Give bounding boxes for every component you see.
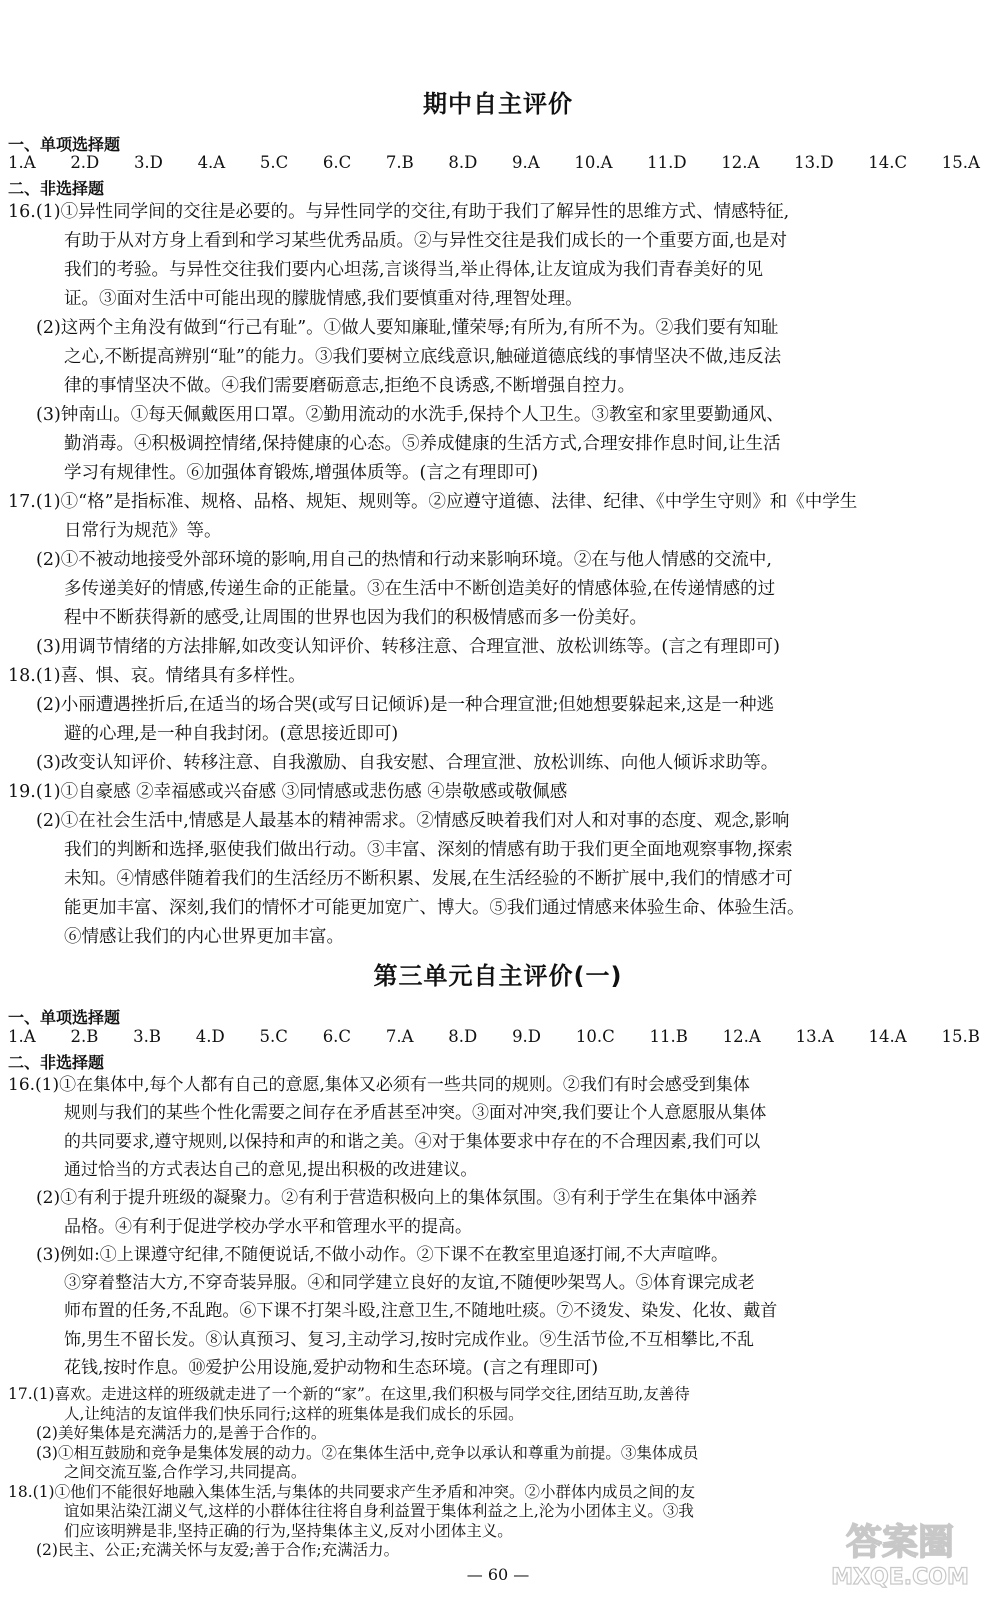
answer-item: 15.B — [941, 1027, 980, 1046]
answer-item: 7.A — [385, 1027, 414, 1046]
answer-item: 8.D — [448, 153, 478, 172]
answer-item: 1.A — [8, 153, 36, 172]
answer-line: 花钱,按时作息。⑩爱护公用设施,爱护动物和生态环境。(言之有理即可) — [64, 1358, 599, 1378]
answer-line: 未知。④情感伴随着我们的生活经历不断积累、发展,在生活经验的不断扩展中,我们的情感才可 — [64, 869, 793, 889]
answer-item: 10.C — [575, 1027, 615, 1046]
answer-line: 我们的考验。与异性交往我们要内心坦荡,言谈得当,举止得体,让友谊成为我们青春美好的见 — [64, 260, 764, 280]
answer-line: 人,让纯洁的友谊伴我们快乐同行;这样的班集体是我们成长的乐园。 — [64, 1404, 524, 1423]
answer-line: 17.(1)①“格”是指标准、规格、品格、规矩、规则等。②应遵守道德、法律、纪律、《中学生守则》和《中学生 — [8, 492, 858, 512]
answer-line: (3)①相互鼓励和竞争是集体发展的动力。②在集体生活中,竞争以承认和尊重为前提。③集体成员 — [36, 1443, 699, 1462]
page-number: — 60 — — [466, 1565, 530, 1584]
answer-row — [8, 1027, 980, 1046]
answer-item: 2.B — [70, 1027, 99, 1046]
answer-line: 19.(1)①自豪感 ②幸福感或兴奋感 ③同情感或悲伤感 ④崇敬感或敬佩感 — [8, 782, 568, 802]
answer-item: 11.B — [649, 1027, 688, 1046]
answer-item: 6.C — [322, 153, 352, 172]
answer-line: 们应该明辨是非,坚持正确的行为,坚持集体主义,反对小团体主义。 — [64, 1521, 513, 1540]
answer-item: 11.D — [647, 153, 687, 172]
answer-line: 师布置的任务,不乱跑。⑥下课不打架斗殴,注意卫生,不随地吐痰。⑦不烫发、染发、化妆、戴首 — [64, 1301, 778, 1322]
answer-item: 14.A — [868, 1027, 907, 1046]
answer-item: 4.A — [197, 153, 226, 172]
answer-line: (2)①不被动地接受外部环境的影响,用自己的热情和行动来影响环境。②在与他人情感的交流中, — [36, 550, 772, 570]
answer-item: 6.C — [322, 1027, 352, 1046]
answer-line: 避的心理,是一种自我封闭。(意思接近即可) — [64, 724, 399, 744]
answer-line: (3)用调节情绪的方法排解,如改变认知评价、转移注意、合理宣泄、放松训练等。(言之有理即可) — [36, 637, 781, 657]
answer-line: 律的事情坚决不做。④我们需要磨砺意志,拒绝不良诱惑,不断增强自控力。 — [64, 376, 636, 396]
answer-line: 的共同要求,遵守规则,以保持和声的和谐之美。④对于集体要求中存在的不合理因素,我们可以 — [64, 1131, 761, 1152]
answer-item: 4.D — [195, 1027, 225, 1046]
section-title: 第三单元自主评价(一) — [373, 962, 623, 990]
answer-item: 14.C — [868, 153, 908, 172]
section-title: 期中自主评价 — [423, 90, 573, 118]
answer-item: 5.C — [259, 153, 289, 172]
answer-item: 9.A — [512, 153, 540, 172]
answer-line: ⑥情感让我们的内心世界更加丰富。 — [64, 927, 344, 947]
answer-line: 18.(1)①他们不能很好地融入集体生活,与集体的共同要求产生矛盾和冲突。②小群体内成员之间的友 — [8, 1482, 696, 1501]
watermark-text: 答案圈 — [845, 1522, 955, 1563]
answer-item: 13.A — [795, 1027, 834, 1046]
answer-item: 12.A — [722, 1027, 761, 1046]
answer-line: 多传递美好的情感,传递生命的正能量。③在生活中不断创造美好的情感体验,在传递情感的过 — [64, 579, 776, 599]
answer-line: (2)这两个主角没有做到“行己有耻”。①做人要知廉耻,懂荣辱;有所为,有所不为。②我们要有知耻 — [36, 318, 779, 338]
answer-item: 13.D — [794, 153, 834, 172]
answer-line: (3)改变认知评价、转移注意、自我激励、自我安慰、合理宣泄、放松训练、向他人倾诉求助等。 — [36, 753, 779, 773]
answer-line: (2)①有利于提升班级的凝聚力。②有利于营造积极向上的集体氛围。③有利于学生在集体中涵养 — [36, 1188, 758, 1209]
answer-line: (3)钟南山。①每天佩戴医用口罩。②勤用流动的水洗手,保持个人卫生。③教室和家里要勤通风、 — [36, 405, 784, 425]
answer-line: 我们的判断和选择,驱使我们做出行动。③丰富、深刻的情感有助于我们更全面地观察事物,探索 — [64, 840, 793, 860]
answer-line: 谊如果沾染江湖义气,这样的小群体往往将自身利益置于集体利益之上,沦为小团体主义。③我 — [64, 1502, 694, 1520]
answer-row — [8, 153, 980, 172]
answer-line: 品格。④有利于促进学校办学水平和管理水平的提高。 — [64, 1216, 472, 1237]
answer-line: 有助于从对方身上看到和学习某些优秀品质。②与异性交往是我们成长的一个重要方面,也是对 — [64, 231, 788, 251]
answer-line: 勤消毒。④积极调控情绪,保持健康的心态。⑤养成健康的生活方式,合理安排作息时间,让生活 — [64, 434, 781, 454]
answer-item: 8.D — [448, 1027, 478, 1046]
answer-line: (3)例如:①上课遵守纪律,不随便说话,不做小动作。②下课不在教室里追逐打闹,不大声喧哗。 — [36, 1244, 729, 1265]
answer-line: 17.(1)喜欢。走进这样的班级就走进了一个新的“家”。在这里,我们积极与同学交往,团结互助,友善待 — [8, 1385, 690, 1403]
answer-item: 1.A — [8, 1027, 36, 1046]
answer-line: 18.(1)喜、惧、哀。情绪具有多样性。 — [8, 666, 306, 686]
answer-line: 通过恰当的方式表达自己的意见,提出积极的改进建议。 — [64, 1159, 478, 1180]
answer-line: (2)①在社会生活中,情感是人最基本的精神需求。②情感反映着我们对人和对事的态度、观念,影响 — [36, 811, 790, 831]
answer-line: (2)小丽遭遇挫折后,在适当的场合哭(或写日记倾诉)是一种合理宣泄;但她想要躲起来,这是一种逃 — [36, 695, 774, 715]
non-choice-heading: 二、非选择题 — [8, 1053, 105, 1072]
answer-item: 3.D — [133, 153, 163, 172]
answer-item: 3.B — [133, 1027, 161, 1046]
answer-line: 学习有规律性。⑥加强体育锻炼,增强体质等。(言之有理即可) — [64, 463, 539, 483]
answer-line: 证。③面对生活中可能出现的朦胧情感,我们要慎重对待,理智处理。 — [64, 289, 583, 309]
answer-line: 程中不断获得新的感受,让周围的世界也因为我们的积极情感而多一份美好。 — [64, 608, 648, 628]
answer-item: 2.D — [70, 153, 100, 172]
answer-line: 饰,男生不留长发。⑧认真预习、复习,主动学习,按时完成作业。⑨生活节俭,不互相攀比,不乱 — [64, 1329, 755, 1350]
answer-line: 日常行为规范》等。 — [64, 521, 222, 541]
answer-line: (2)美好集体是充满活力的,是善于合作的。 — [36, 1424, 327, 1442]
watermark-logo — [820, 1514, 980, 1590]
answer-item: 15.A — [941, 153, 980, 172]
answer-item: 5.C — [259, 1027, 288, 1046]
answer-line: 之心,不断提高辨别“耻”的能力。③我们要树立底线意识,触碰道德底线的事情坚决不做,违反法 — [64, 347, 782, 367]
answer-line: 能更加丰富、深刻,我们的情怀才可能更加宽广、博大。⑤我们通过情感来体验生命、体验生活。 — [64, 898, 805, 918]
answer-item: 9.D — [512, 1027, 542, 1046]
watermark-url: MXQE.COM — [831, 1565, 969, 1590]
answer-line: ③穿着整洁大方,不穿奇装异服。④和同学建立良好的友谊,不随便吵架骂人。⑤体育课完成老 — [64, 1273, 755, 1294]
answer-item: 12.A — [721, 153, 760, 172]
answer-line: 规则与我们的某些个性化需要之间存在矛盾甚至冲突。③面对冲突,我们要让个人意愿服从集体 — [64, 1103, 767, 1124]
answer-item: 10.A — [574, 153, 613, 172]
answer-line: 16.(1)①在集体中,每个人都有自己的意愿,集体又必须有一些共同的规则。②我们有时会感受到集体 — [8, 1075, 750, 1095]
answer-line: (2)民主、公正;充满关怀与友爱;善于合作;充满活力。 — [36, 1541, 400, 1559]
single-choice-heading: 一、单项选择题 — [8, 135, 121, 154]
answer-line: 16.(1)①异性同学间的交往是必要的。与异性同学的交往,有助于我们了解异性的思维方式、情感特征, — [8, 202, 790, 222]
answer-line: 之间交流互鉴,合作学习,共同提高。 — [64, 1463, 307, 1481]
answer-item: 7.B — [385, 153, 414, 172]
single-choice-heading: 一、单项选择题 — [8, 1008, 121, 1027]
non-choice-heading: 二、非选择题 — [8, 179, 105, 198]
